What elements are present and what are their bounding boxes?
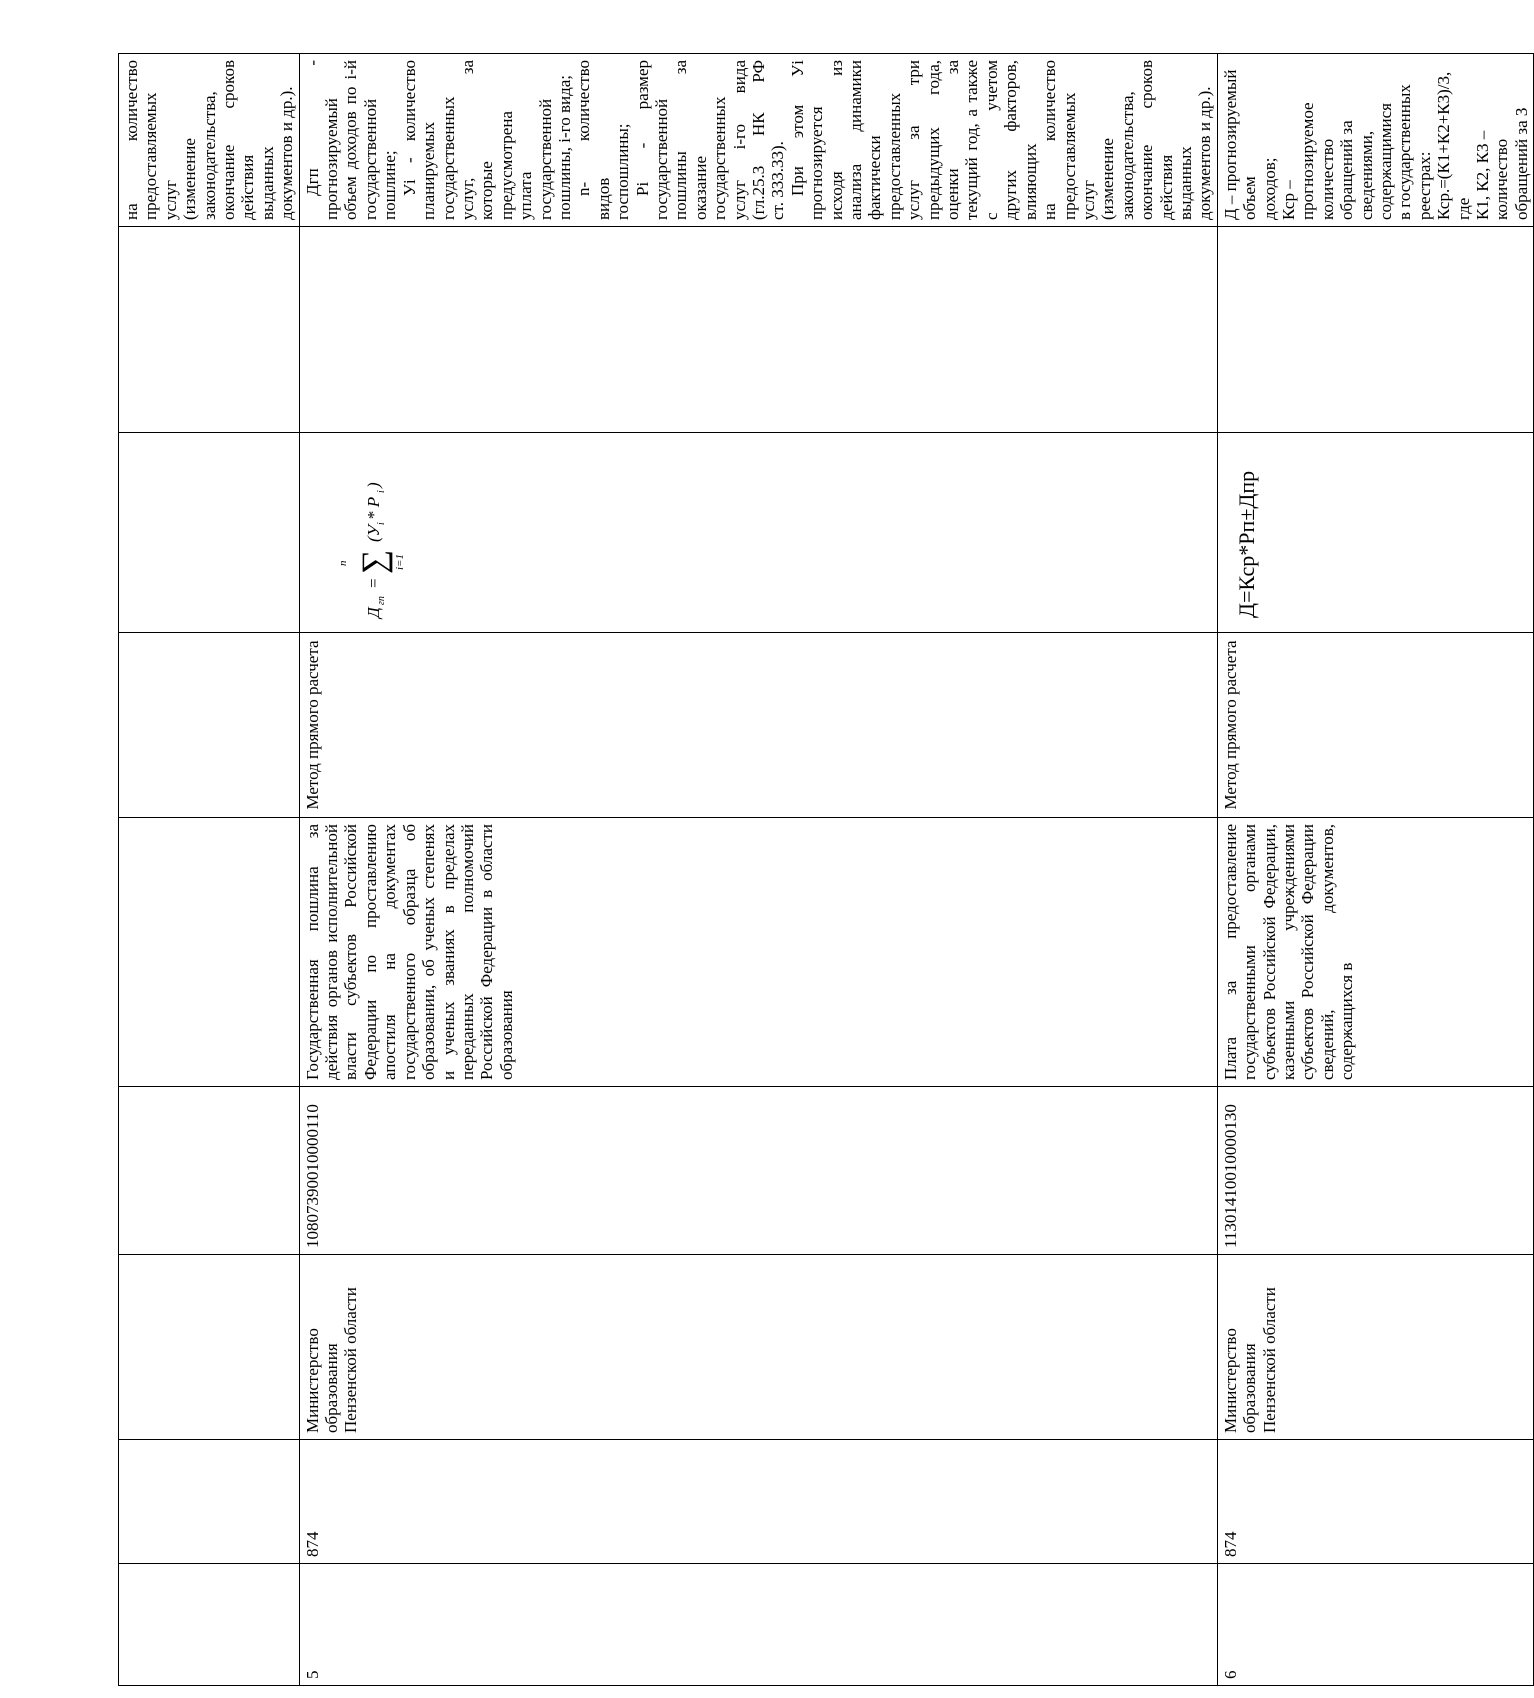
description-line: госпошлины; <box>613 123 633 220</box>
description-cell <box>299 54 1217 227</box>
description-line: Дгп - прогнозируемый <box>302 60 342 220</box>
description-line: (изменение законодательства, <box>1098 91 1137 220</box>
description-line: государственной пошлине; <box>360 98 400 220</box>
description-line: Кср.=(К1+К2+К3)/3, где <box>1434 71 1473 220</box>
rotated-table-sheet <box>118 54 1531 1686</box>
revenue-name-cell: Плата за предоставление государственными органами субъектов Российской Федерации, казенными учреждениями субъектов Российской Федерации сведений, документов, содержащихся в <box>1217 818 1534 1087</box>
formula-cell <box>1217 433 1534 633</box>
kbk-cell <box>119 1087 300 1255</box>
description-line: пошлины, i-го вида; <box>554 74 574 220</box>
description-line: текущий год, а также с учетом <box>962 60 1001 220</box>
revenue-name-cell <box>119 818 300 1087</box>
table-row <box>1217 54 1534 1686</box>
description-line: планируемых <box>419 121 439 220</box>
description-line: уплата государственной <box>516 98 555 220</box>
description-line: предоставленных услуг за три <box>884 60 924 220</box>
table-row <box>119 54 300 1686</box>
code-cell: 874 <box>1217 1440 1534 1564</box>
formula-body-sub: i <box>375 522 387 526</box>
description-line: Pi - размер <box>632 60 652 196</box>
payment-formula: Д=Кср*Рп±Дпр <box>1233 470 1259 618</box>
description-line: государственных услуг, за <box>438 60 477 220</box>
description-line: ст. 333.33). <box>768 141 788 220</box>
table-row <box>299 54 1217 1686</box>
extra-cell <box>119 227 300 433</box>
description-line: выданных документов и др.). <box>1175 86 1215 220</box>
code-cell <box>119 1440 300 1564</box>
description-line: (изменение законодательства, <box>180 91 219 220</box>
description-cell <box>119 54 300 227</box>
formula-multiplier: * P <box>363 497 383 521</box>
administrator-cell <box>119 1255 300 1440</box>
formula-body-start: (У <box>363 525 383 543</box>
method-cell <box>119 633 300 818</box>
description-line: n- количество видов <box>574 60 613 220</box>
description-line: Кср – прогнозируемое <box>1278 102 1318 220</box>
method-cell: Метод прямого расчета <box>1217 633 1534 818</box>
description-line: обращений за 3 <box>1511 107 1531 220</box>
kbk-cell: 11301410010000130 <box>1217 1087 1534 1255</box>
description-line: услуг i-го вида (гл.25.3 НК РФ <box>729 60 768 220</box>
sigma-icon: ∑ <box>355 550 393 575</box>
formula-lhs-sub: гп <box>375 596 387 606</box>
formula-lhs: Д <box>363 607 383 619</box>
description-line: предыдущих года, оценки за <box>923 60 963 220</box>
formula-multiplier-sub: i <box>375 490 387 494</box>
description-line: Д – прогнозируемый объем <box>1220 69 1260 220</box>
revenue-name-cell: Государственная пошлина за действия органов исполнительной власти субъектов Российской Федерации по проставлению апостиля на документах государственного образца об образовании, об ученых степенях и ученых званиях в пределах переданных полномочий Российской Федерации в области образования <box>299 818 1217 1087</box>
description-line: анализа динамики фактически <box>846 60 885 220</box>
description-line: других факторов, влияющих <box>1001 60 1040 220</box>
formula-cell <box>299 433 1217 633</box>
description-line: государственной пошлины за <box>651 60 691 220</box>
revenue-forecast-table <box>118 53 1534 1686</box>
administrator-cell: Министерство образования Пензенской области <box>1217 1255 1534 1440</box>
code-cell: 874 <box>299 1440 1217 1564</box>
description-line: количество обращений за <box>1317 120 1357 220</box>
description-line: окончание сроков действия <box>219 60 258 220</box>
row-number-cell <box>119 1564 300 1686</box>
description-line: объем доходов по i-й <box>341 60 361 220</box>
sum-formula <box>333 439 417 626</box>
description-line: предоставляемых услуг <box>1059 92 1098 220</box>
row-number-cell: 5 <box>299 1564 1217 1686</box>
formula-equals: = <box>363 578 383 589</box>
kbk-cell: 10807390010000110 <box>299 1087 1217 1255</box>
description-line: При этом Уi <box>787 60 807 196</box>
description-line: прогнозируется исходя из <box>807 60 846 220</box>
formula-cell <box>119 433 300 633</box>
extra-cell <box>299 227 1217 433</box>
description-line: оказание государственных <box>690 96 730 220</box>
description-line: на количество <box>1040 60 1060 220</box>
description-line: К1, К2, К3 – количество <box>1473 130 1512 220</box>
formula-upper-limit: n <box>336 561 349 567</box>
description-line: на количество предоставляемых услуг <box>122 60 180 220</box>
description-line: окончание сроков действия <box>1137 60 1176 220</box>
row-number-cell: 6 <box>1217 1564 1534 1686</box>
description-line: сведениями, содержащимися <box>1356 103 1395 220</box>
description-line: Уi - количество <box>399 60 419 196</box>
description-line: в государственных реестрах: <box>1395 84 1434 220</box>
extra-cell <box>1217 227 1534 433</box>
description-line: которые предусмотрена <box>477 111 516 220</box>
formula-lower-limit: i=1 <box>393 554 406 571</box>
administrator-cell: Министерство образования Пензенской области <box>299 1255 1217 1440</box>
description-line: доходов; <box>1259 157 1279 220</box>
sum-formula-graphic <box>333 443 413 623</box>
description-line: выданных документов и др.). <box>257 86 297 220</box>
description-cell <box>1217 54 1534 227</box>
formula-close: ) <box>363 482 383 489</box>
method-cell: Метод прямого расчета <box>299 633 1217 818</box>
